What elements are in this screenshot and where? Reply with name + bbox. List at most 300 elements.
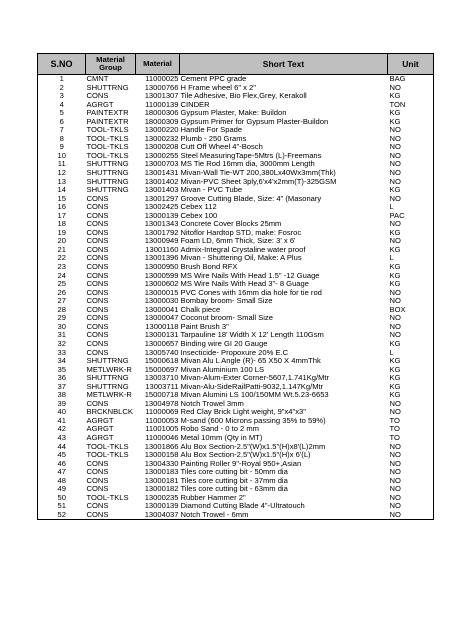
row-material-group: CONS [86,280,109,289]
row-material-code: 13000041 [144,305,179,314]
row-material-code: 13001307 [144,92,179,101]
row-unit: TO [388,434,434,443]
row-sno: 29 [38,314,86,323]
row-material-group: CONS [86,263,109,272]
row-short-text: Nitoflor Hardtop STD, make: Fosroc [180,228,302,237]
row-sno: 44 [38,443,86,452]
row-material-code: 11000046 [145,433,179,442]
row-material-code: 11000025 [145,74,179,83]
row-material-group: CONS [86,331,109,340]
row-material-group: CONS [86,254,109,263]
row-sno: 4 [38,101,86,110]
row-short-text: Chalk piece [180,305,221,314]
row-material-group: PAINTEXTR [86,109,129,118]
row-short-text: Metal 10mm (Qty in MT) [180,433,263,442]
row-material-group: SHUTTRNG [86,177,129,186]
row-unit: BAG [388,75,434,84]
row-short-text: Alu Box Section-2.5"(W)x1.5"(H)x8'(L)2mm [180,442,326,451]
row-material-code: 13000766 [144,83,179,92]
row-short-text: Mivan - PVC Tube [180,186,243,195]
row-material-code: 13001343 [144,220,179,229]
table-body [38,75,434,520]
table-row [38,314,434,323]
row-unit: NO [388,297,434,306]
table-row [38,494,434,503]
row-material-code: 13002425 [144,203,179,212]
table-row [38,152,434,161]
row-sno: 31 [38,331,86,340]
row-material-code: 13001160 [145,245,179,254]
table-row [38,443,434,452]
row-material-group: CONS [86,314,109,323]
row-material-group: SHUTTRNG [86,374,129,383]
row-short-text: Mivan-Wall Tie-WT 200,380Lx40Wx3mm(Thk) [180,169,336,178]
header-short-text: Short Text [180,54,388,75]
row-material-code: 13003711 [145,382,179,391]
row-sno: 51 [38,502,86,511]
row-unit: NO [388,331,434,340]
row-unit: TO [388,417,434,426]
row-material-code: 13000030 [144,297,179,306]
row-material-group: CONS [86,468,109,477]
row-material-group: SHUTTRNG [86,83,129,92]
row-unit: KG [388,391,434,400]
row-unit: NO [388,468,434,477]
row-material-code: 13000139 [144,211,179,220]
row-short-text: Paint Brush 3" [180,322,229,331]
row-unit: NO [388,169,434,178]
table-row [38,229,434,238]
row-unit: KG [388,357,434,366]
row-unit: KG [388,246,434,255]
row-short-text: Mivan Alu L Angle (R)- 65 X50 X 4mmThk [180,357,321,366]
row-material-group: CONS [86,92,109,101]
row-material-code: 11000139 [145,100,179,109]
row-unit: KG [388,229,434,238]
row-sno: 42 [38,425,86,434]
table-row [38,84,434,93]
row-material-group: CONS [86,348,109,357]
table-row [38,297,434,306]
row-unit: NO [388,289,434,298]
row-unit: NO [388,408,434,417]
table-row [38,383,434,392]
row-material-code: 13000599 [144,271,179,280]
row-sno: 23 [38,263,86,272]
table-row [38,126,434,135]
row-material-group: CONS [86,211,109,220]
row-short-text: Coconut broom- Small Size [180,314,273,323]
row-unit: KG [388,186,434,195]
header-material-group: Material Group [86,54,136,75]
table-row [38,511,434,520]
row-sno: 14 [38,186,86,195]
table-row [38,109,434,118]
row-material-code: 13004330 [144,459,179,468]
row-short-text: Mivan - Shuttering Oil, Make: A Plus [180,254,302,263]
table-row [38,289,434,298]
row-sno: 27 [38,297,86,306]
row-sno: 17 [38,212,86,221]
row-material-code: 13000118 [145,322,179,331]
table-row [38,254,434,263]
row-sno: 1 [38,75,86,84]
row-sno: 25 [38,280,86,289]
row-material-code: 11000053 [145,416,179,425]
table-row [38,323,434,332]
table-row [38,306,434,315]
row-unit: NO [388,494,434,503]
row-short-text: Gypsum Primer for Gypsum Plaster-Buildon [180,117,329,126]
row-material-code: 13004037 [136,511,180,520]
row-material-code: 13000949 [144,237,179,246]
row-sno: 34 [38,357,86,366]
table-row [38,203,434,212]
row-unit: NO [388,451,434,460]
row-sno: 10 [38,152,86,161]
table-row [38,485,434,494]
row-short-text: CINDER [180,100,210,109]
row-short-text: Gypsum Plaster, Make: Buildon [180,109,287,118]
row-short-text: Mivan Alumini LS 100/150MM Wt.5.23-6653 [180,391,329,400]
row-material-code: 13000182 [144,485,179,494]
row-short-text: Mivan-Alum-Exter Corner-5607,1.741Kg/Mtr [180,374,330,383]
row-material-group: CONS [86,271,109,280]
row-unit: NO [388,237,434,246]
row-material-code: 13005740 [144,348,179,357]
row-material-group: CONS [86,245,109,254]
table-row [38,135,434,144]
row-sno: 33 [38,349,86,358]
row-material-group: BRCKNBLCK [86,408,133,417]
row-material-group: CONS [86,305,109,314]
row-sno: 39 [38,400,86,409]
row-short-text: Cutt Off Wheel 4"-Bosch [180,143,263,152]
row-sno: 12 [38,169,86,178]
row-sno: 15 [38,195,86,204]
row-material-group: CONS [86,297,109,306]
header-sno: S.NO [38,54,86,75]
row-short-text: Mivan-PVC Sheet 3ply,6'x4'x2mm(T)-325GSM [180,177,337,186]
row-unit: NO [388,502,434,511]
row-unit: NO [388,84,434,93]
row-unit: NO [388,443,434,452]
row-sno: 5 [38,109,86,118]
row-short-text: Notch Trowel 3mm [180,399,244,408]
table-row [38,186,434,195]
table-row [38,280,434,289]
row-material-code: 13001403 [144,186,179,195]
row-material-group: TOOL-TKLS [86,442,129,451]
row-material-group: AGRGT [86,100,114,109]
row-sno: 24 [38,272,86,281]
row-material-group: CONS [86,459,109,468]
table-row [38,502,434,511]
row-material-code: 15000718 [144,391,179,400]
table-row [38,417,434,426]
row-short-text: Tarpauline 18' Width X 12' Length 110Gsm [180,331,324,340]
row-material-code: 13004978 [144,399,179,408]
row-unit: NO [388,323,434,332]
row-short-text: Steel MeasuringTape-5Mtrs (L)-Freemans [180,151,322,160]
row-material-group: METLWRK-R [86,365,132,374]
row-sno: 8 [38,135,86,144]
row-unit: PAC [388,212,434,221]
row-material-group: TOOL-TKLS [86,151,129,160]
row-sno: 45 [38,451,86,460]
row-material-code: 15000618 [144,357,179,366]
row-unit: NO [388,126,434,135]
row-material-group: CONS [86,203,109,212]
row-unit: KG [388,340,434,349]
row-sno: 21 [38,246,86,255]
row-material-group: CONS [86,220,109,229]
row-sno: 3 [38,92,86,101]
row-sno: 49 [38,485,86,494]
row-unit: NO [388,400,434,409]
table-row [38,272,434,281]
row-material-group: METLWRK-R [86,391,132,400]
row-material-group: CONS [86,485,109,494]
row-sno: 50 [38,494,86,503]
table-row [38,212,434,221]
row-sno: 13 [38,178,86,187]
row-short-text: Tiles core cutting bit - 37mm dia [180,476,288,485]
row-sno: 52 [38,511,86,520]
row-material-group: CONS [86,322,109,331]
row-material-code: 13000703 [144,160,179,169]
row-material-code: 18000306 [144,109,179,118]
row-material-code: 13001431 [144,169,179,178]
row-material-code: 13000950 [144,263,179,272]
row-material-code: 13000015 [144,288,179,297]
row-unit: TO [388,425,434,434]
row-unit: KG [388,263,434,272]
row-material-code: 13000208 [144,143,179,152]
row-short-text: Cement PPC grade [180,74,247,83]
row-sno: 2 [38,84,86,93]
row-short-text: H Frame wheel 6" x 2" [180,83,256,92]
row-material-code: 11001005 [145,425,179,434]
row-sno: 35 [38,366,86,375]
row-material-group: CMNT [86,74,109,83]
row-sno: 46 [38,460,86,469]
row-unit: KG [388,366,434,375]
table-row [38,434,434,443]
row-material-group: AGRGT [86,433,114,442]
row-unit: NO [388,477,434,486]
row-sno: 11 [38,160,86,169]
row-short-text: Notch Trowel - 6mm [180,511,388,520]
row-material-code: 13000131 [144,331,179,340]
row-unit: NO [388,152,434,161]
row-material-code: 13000255 [144,151,179,160]
table-row [38,263,434,272]
row-sno: 28 [38,306,86,315]
row-material-code: 13001866 [144,442,179,451]
row-short-text: Tiles core cutting bit - 50mm dia [180,468,288,477]
row-unit: NO [388,220,434,229]
row-unit: BOX [388,306,434,315]
table-row [38,408,434,417]
row-sno: 16 [38,203,86,212]
table-row [38,374,434,383]
table-row [38,143,434,152]
row-unit: NO [388,460,434,469]
table-row [38,349,434,358]
table-row [38,477,434,486]
row-sno: 19 [38,229,86,238]
row-material-group: CONS [86,511,136,520]
row-unit: NO [388,314,434,323]
row-sno: 38 [38,391,86,400]
table-row [38,92,434,101]
row-short-text: Robo Sand - 0 to 2 mm [180,425,260,434]
row-unit: KG [388,109,434,118]
table-row [38,468,434,477]
row-unit: NO [388,160,434,169]
row-material-code: 13000232 [144,134,179,143]
table-row [38,400,434,409]
row-sno: 40 [38,408,86,417]
row-short-text: Cebex 112 [180,203,217,212]
row-sno: 48 [38,477,86,486]
row-material-code: 13001792 [144,228,179,237]
row-material-code: 13000158 [144,451,179,460]
row-material-code: 13000602 [144,280,179,289]
table-row [38,101,434,110]
row-short-text: MS Tie Rod 16mm dia, 3000mm Length [180,160,315,169]
row-material-code: 13000235 [144,493,179,502]
table-row [38,75,434,84]
row-material-code: 13000657 [144,339,179,348]
row-material-group: CONS [86,339,109,348]
row-material-code: 13003710 [144,374,179,383]
row-material-group: CONS [86,194,109,203]
row-sno: 9 [38,143,86,152]
row-short-text: MS Wire Nails With Head 3"- 8 Guage [180,280,309,289]
row-sno: 32 [38,340,86,349]
row-unit: KG [388,92,434,101]
table-row [38,460,434,469]
row-material-code: 13000139 [144,502,179,511]
row-unit: TON [388,101,434,110]
row-material-code: 13000047 [144,314,179,323]
row-unit: KG [388,272,434,281]
row-material-group: TOOL-TKLS [86,493,129,502]
row-unit: KG [388,280,434,289]
table-row [38,237,434,246]
row-material-group: AGRGT [86,425,114,434]
row-unit: NO [388,135,434,144]
row-material-code: 13001297 [144,194,179,203]
table-row [38,391,434,400]
row-short-text: Handle For Spade [180,126,243,135]
row-material-code: 15000697 [144,365,179,374]
row-short-text: Admix-Integral Crystaline water proof [180,245,306,254]
row-short-text: Tiles core cutting bit - 63mm dia [180,485,288,494]
row-material-group: TOOL-TKLS [86,134,129,143]
row-material-group: SHUTTRNG [86,382,129,391]
row-material-group: SHUTTRNG [86,160,129,169]
row-material-group: CONS [86,288,109,297]
table-row [38,118,434,127]
row-sno: 6 [38,118,86,127]
row-material-group: CONS [86,476,109,485]
table-row [38,357,434,366]
row-short-text: Cebex 100 [180,211,218,220]
header-unit: Unit [388,54,434,75]
row-short-text: Groove Cutting Blade, Size: 4" (Masonary [180,194,322,203]
row-unit: NO [388,485,434,494]
row-material-group: PAINTEXTR [86,117,129,126]
table-row [38,169,434,178]
row-material-group: CONS [86,237,109,246]
row-short-text: MS Wire Nails With Head 1.5" -12 Guage [180,271,320,280]
table-row [38,340,434,349]
row-sno: 37 [38,383,86,392]
row-unit: NO [388,178,434,187]
row-sno: 26 [38,289,86,298]
row-unit: NO [388,195,434,204]
row-short-text: Tile Adhesive, Bio Flex,Grey, Kerakoll [180,92,307,101]
row-short-text: Bombay broom- Small Size [180,297,273,306]
row-material-group: AGRGT [86,416,114,425]
row-material-group: CONS [86,228,109,237]
header-material: Material [136,54,180,75]
row-unit: L [388,203,434,212]
table-row [38,160,434,169]
table-header-row [38,54,434,75]
row-material-group: CONS [86,399,109,408]
row-sno: 47 [38,468,86,477]
row-sno: 20 [38,237,86,246]
row-material-code: 13000181 [144,476,179,485]
row-material-group: SHUTTRNG [86,169,129,178]
material-table-container [37,53,434,520]
table-row [38,246,434,255]
table-row [38,366,434,375]
row-short-text: Red Clay Brick Light weight, 9"x4"x3" [180,408,306,417]
table-row [38,220,434,229]
row-material-group: TOOL-TKLS [86,143,129,152]
row-unit: NO [388,143,434,152]
row-sno: 36 [38,374,86,383]
row-sno: 41 [38,417,86,426]
row-short-text: PVC Cones with 16mm dia hole for tie rod [180,288,322,297]
row-unit: NO [388,511,434,520]
row-material-code: 13000183 [144,468,179,477]
row-unit: L [388,254,434,263]
table-row [38,451,434,460]
row-short-text: Insecticide- Propoxure 20% E.C [180,348,289,357]
row-short-text: Concrete Cover Blocks 25mm [180,220,282,229]
table-row [38,425,434,434]
row-material-code: 13001396 [144,254,179,263]
row-sno: 18 [38,220,86,229]
table-row [38,178,434,187]
row-short-text: Mivan-Alu-SideRailPatti-9032,1.147Kg/Mtr [180,382,324,391]
row-material-code: 13001402 [144,177,179,186]
row-material-code: 11000069 [145,408,179,417]
row-material-group: SHUTTRNG [86,186,129,195]
material-table [37,53,434,520]
row-sno: 43 [38,434,86,443]
row-short-text: Alu Box Section-2.5"(W)x1.5"(H)x 6'(L) [180,451,311,460]
row-material-group: TOOL-TKLS [86,126,129,135]
table-row [38,331,434,340]
row-short-text: Diamond Cutting Blade 4"-Ultratouch [180,502,305,511]
